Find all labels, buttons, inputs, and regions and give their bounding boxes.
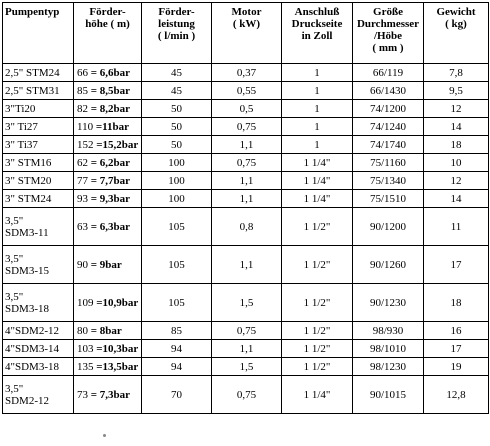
- cell-weight: 7,8: [424, 64, 489, 82]
- cell-weight: 9,5: [424, 82, 489, 100]
- cell-motor: 0,8: [212, 208, 282, 246]
- cell-head-bar: = 6,2bar: [90, 156, 131, 169]
- cell-weight: 17: [424, 340, 489, 358]
- cell-connection: 1 1/4": [282, 376, 353, 414]
- cell-motor: 1,1: [212, 172, 282, 190]
- cell-weight: 12: [424, 172, 489, 190]
- cell-flow: 50: [142, 100, 212, 118]
- cell-flow: 50: [142, 118, 212, 136]
- cell-weight: 18: [424, 284, 489, 322]
- cell-flow: 100: [142, 154, 212, 172]
- cell-flow: 100: [142, 190, 212, 208]
- cell-head: [74, 118, 142, 136]
- cell-type: 3"Ti20: [3, 100, 74, 118]
- cell-size: 66/1430: [353, 82, 424, 100]
- cell-head-meters: 80: [77, 324, 88, 337]
- cell-head: [74, 136, 142, 154]
- cell-head-meters: 109: [77, 296, 94, 309]
- cell-motor: 0,75: [212, 322, 282, 340]
- cell-motor: 1,1: [212, 136, 282, 154]
- cell-connection: 1 1/2": [282, 284, 353, 322]
- cell-head: [74, 82, 142, 100]
- cell-motor: 1,1: [212, 246, 282, 284]
- cell-head-meters: 93: [77, 192, 88, 205]
- table-row: [3, 208, 489, 246]
- cell-size: 66/119: [353, 64, 424, 82]
- cell-head: [74, 246, 142, 284]
- cell-head-meters: 110: [77, 120, 94, 133]
- cell-head: [74, 376, 142, 414]
- cell-size: 90/1230: [353, 284, 424, 322]
- pump-spec-table: [2, 2, 489, 414]
- cell-type: 3,5" SDM3-11: [3, 208, 74, 246]
- cell-motor: 1,1: [212, 190, 282, 208]
- cell-head-bar: =10,9bar: [96, 296, 139, 309]
- cell-type: 3,5" SDM2-12: [3, 376, 74, 414]
- table-row: [3, 322, 489, 340]
- table-row: [3, 190, 489, 208]
- cell-head-meters: 77: [77, 174, 88, 187]
- cell-connection: 1: [282, 100, 353, 118]
- cell-motor: 0,37: [212, 64, 282, 82]
- cell-weight: 14: [424, 190, 489, 208]
- cell-motor: 1,5: [212, 358, 282, 376]
- cell-head-bar: =13,5bar: [96, 360, 139, 373]
- cell-flow: 50: [142, 136, 212, 154]
- cell-type: 4"SDM3-18: [3, 358, 74, 376]
- cell-connection: 1 1/4": [282, 190, 353, 208]
- cell-connection: 1: [282, 64, 353, 82]
- cell-weight: 18: [424, 136, 489, 154]
- cell-type: 3" STM20: [3, 172, 74, 190]
- cell-motor: 0,5: [212, 100, 282, 118]
- cell-connection: 1 1/4": [282, 172, 353, 190]
- cell-head-bar: =11bar: [95, 120, 130, 133]
- cell-size: 90/1015: [353, 376, 424, 414]
- cell-head-meters: 63: [77, 220, 88, 233]
- cell-head-meters: 66: [77, 66, 88, 79]
- cell-size: 98/1010: [353, 340, 424, 358]
- cell-connection: 1 1/2": [282, 246, 353, 284]
- cell-size: 74/1240: [353, 118, 424, 136]
- cell-head-meters: 90: [77, 258, 88, 271]
- cell-type: 3,5" SDM3-15: [3, 246, 74, 284]
- header-flow-label: Förder- leistung ( l/min ): [157, 6, 196, 42]
- cell-weight: 12: [424, 100, 489, 118]
- header-connection: [282, 3, 353, 64]
- cell-head-meters: 73: [77, 388, 88, 401]
- cell-weight: 16: [424, 322, 489, 340]
- cell-head-bar: = 7,7bar: [90, 174, 131, 187]
- cell-head: [74, 358, 142, 376]
- cell-head-meters: 152: [77, 138, 94, 151]
- cell-weight: 11: [424, 208, 489, 246]
- header-motor: [212, 3, 282, 64]
- footer-dot-mark: [103, 434, 106, 437]
- cell-head: [74, 100, 142, 118]
- cell-type: 3,5" SDM3-18: [3, 284, 74, 322]
- cell-size: 75/1510: [353, 190, 424, 208]
- cell-type: 3" Ti27: [3, 118, 74, 136]
- table-row: [3, 82, 489, 100]
- cell-head-bar: = 9,3bar: [90, 192, 131, 205]
- cell-size: 74/1200: [353, 100, 424, 118]
- cell-motor: 0,75: [212, 118, 282, 136]
- cell-head-bar: = 8,2bar: [90, 102, 131, 115]
- cell-head: [74, 340, 142, 358]
- table-row: [3, 172, 489, 190]
- cell-head-meters: 62: [77, 156, 88, 169]
- cell-head-bar: = 7,3bar: [90, 388, 131, 401]
- cell-head-meters: 85: [77, 84, 88, 97]
- cell-type: 4"SDM3-14: [3, 340, 74, 358]
- header-type-label: Pumpentyp: [5, 6, 60, 18]
- header-size-label: Größe Durchmesser /Höbe ( mm ): [356, 6, 420, 54]
- cell-flow: 94: [142, 340, 212, 358]
- cell-flow: 105: [142, 284, 212, 322]
- cell-head: [74, 208, 142, 246]
- header-flow: [142, 3, 212, 64]
- cell-size: 90/1260: [353, 246, 424, 284]
- cell-type: 2,5" STM24: [3, 64, 74, 82]
- cell-flow: 94: [142, 358, 212, 376]
- cell-weight: 10: [424, 154, 489, 172]
- table-row: [3, 246, 489, 284]
- cell-weight: 19: [424, 358, 489, 376]
- cell-weight: 12,8: [424, 376, 489, 414]
- header-head: [74, 3, 142, 64]
- header-connection-label: Anschluß Druckseite in Zoll: [291, 6, 343, 42]
- header-weight: [424, 3, 489, 64]
- cell-head: [74, 322, 142, 340]
- header-type: [3, 3, 74, 64]
- cell-size: 74/1740: [353, 136, 424, 154]
- cell-head-bar: = 6,6bar: [90, 66, 131, 79]
- cell-connection: 1: [282, 82, 353, 100]
- cell-flow: 105: [142, 208, 212, 246]
- cell-size: 98/930: [353, 322, 424, 340]
- header-size: [353, 3, 424, 64]
- cell-head: [74, 172, 142, 190]
- header-weight-label: Gewicht ( kg): [436, 6, 476, 30]
- cell-weight: 17: [424, 246, 489, 284]
- table-row: [3, 136, 489, 154]
- cell-type: 3" STM24: [3, 190, 74, 208]
- cell-flow: 85: [142, 322, 212, 340]
- table-row: [3, 340, 489, 358]
- cell-head: [74, 190, 142, 208]
- cell-flow: 70: [142, 376, 212, 414]
- cell-motor: 0,55: [212, 82, 282, 100]
- cell-head-bar: =15,2bar: [96, 138, 139, 151]
- cell-head-meters: 82: [77, 102, 88, 115]
- cell-flow: 105: [142, 246, 212, 284]
- cell-head: [74, 154, 142, 172]
- cell-head-bar: = 8bar: [90, 324, 122, 337]
- cell-motor: 0,75: [212, 154, 282, 172]
- cell-head-meters: 135: [77, 360, 94, 373]
- cell-head: [74, 64, 142, 82]
- cell-flow: 45: [142, 64, 212, 82]
- cell-head-bar: = 8,5bar: [90, 84, 131, 97]
- table-row: [3, 284, 489, 322]
- cell-motor: 0,75: [212, 376, 282, 414]
- cell-size: 75/1340: [353, 172, 424, 190]
- cell-type: 4"SDM2-12: [3, 322, 74, 340]
- cell-size: 98/1230: [353, 358, 424, 376]
- cell-connection: 1 1/2": [282, 340, 353, 358]
- table-row: [3, 358, 489, 376]
- cell-motor: 1,5: [212, 284, 282, 322]
- cell-connection: 1 1/4": [282, 154, 353, 172]
- cell-type: 2,5" STM31: [3, 82, 74, 100]
- cell-flow: 45: [142, 82, 212, 100]
- table-row: [3, 154, 489, 172]
- cell-connection: 1: [282, 118, 353, 136]
- cell-connection: 1 1/2": [282, 358, 353, 376]
- header-head-label: Förder- höhe ( m): [85, 6, 130, 30]
- cell-head: [74, 284, 142, 322]
- table-row: [3, 100, 489, 118]
- cell-connection: 1 1/2": [282, 322, 353, 340]
- cell-weight: 14: [424, 118, 489, 136]
- cell-size: 90/1200: [353, 208, 424, 246]
- header-row: [3, 3, 489, 64]
- cell-connection: 1 1/2": [282, 208, 353, 246]
- cell-type: 3" Ti37: [3, 136, 74, 154]
- cell-head-meters: 103: [77, 342, 94, 355]
- cell-size: 75/1160: [353, 154, 424, 172]
- cell-head-bar: = 6,3bar: [90, 220, 131, 233]
- table-row: [3, 376, 489, 414]
- cell-flow: 100: [142, 172, 212, 190]
- table-row: [3, 118, 489, 136]
- cell-type: 3" STM16: [3, 154, 74, 172]
- cell-motor: 1,1: [212, 340, 282, 358]
- table-body: [3, 64, 489, 414]
- cell-head-bar: =10,3bar: [96, 342, 139, 355]
- cell-connection: 1: [282, 136, 353, 154]
- header-motor-label: Motor ( kW): [231, 6, 262, 30]
- table-row: [3, 64, 489, 82]
- cell-head-bar: = 9bar: [90, 258, 122, 271]
